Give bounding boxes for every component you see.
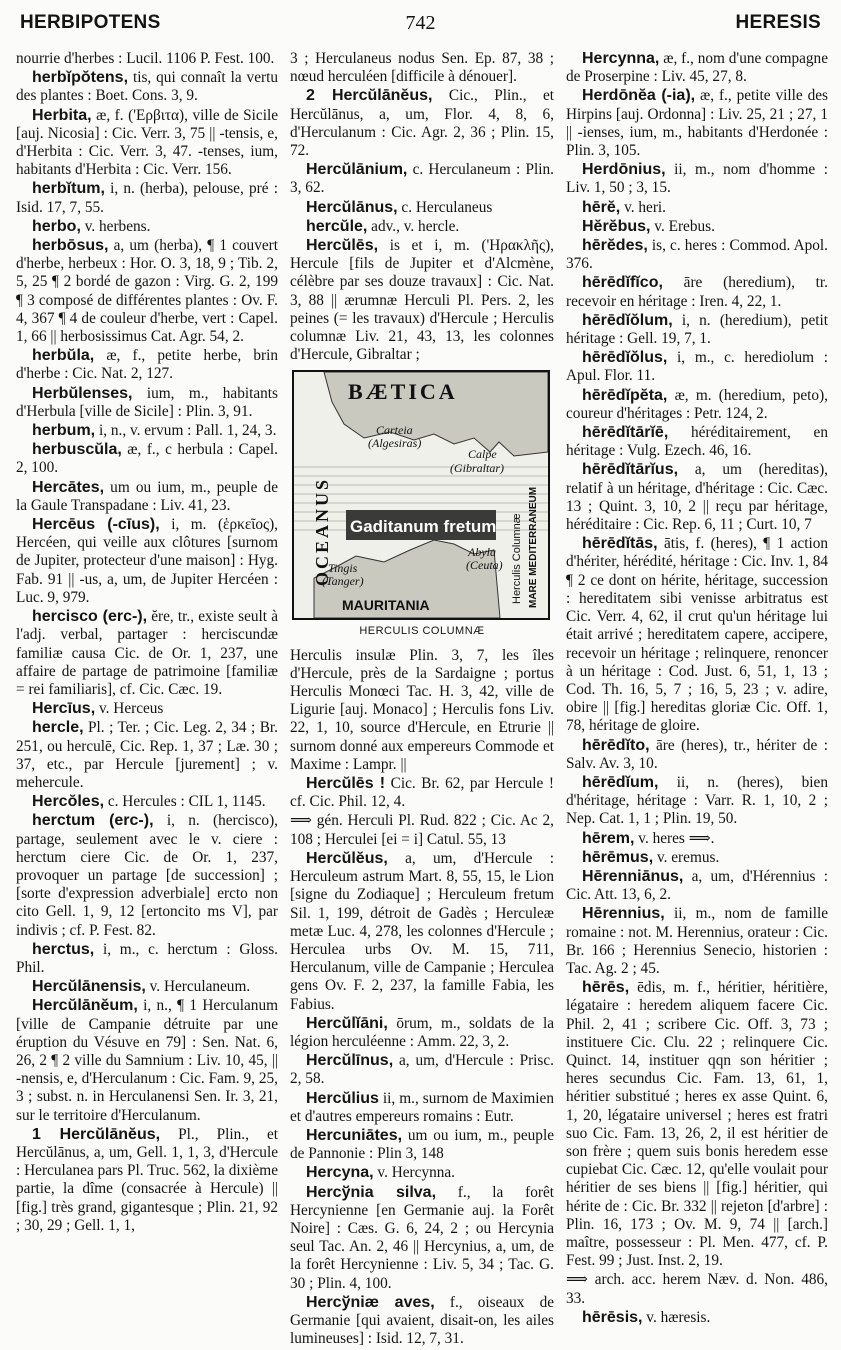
entry-text: æ, f., petite herbe, brin d'herbe : Cic. Nat. 2, 127. [16, 347, 278, 383]
headword: Hercyna, [306, 1164, 374, 1182]
entry-text: i, m. (ἑρκεῖος), Hercéen, qui veille aux clôtures [surnom de Jupiter, protecteur d'une maison] : Hyg. Fab. 91 || -us, a, um, de Jupiter Hercéen : Luc. 9, 979. [16, 516, 278, 606]
headword: Hĕrĕbus, [582, 217, 651, 235]
entry-text: a, um, d'Hercule : Herculeum astrum Mart. 8, 55, 15, le Lion [signe du Zodiaque] ; Herculeum fretum Sil. 1, 199, détroit de Gadès ; Herculeæ metæ Luc. 4, 278, les colonnes d'Hercule ; Herculea urbs Ov. M. 15, 711, Herculanum, ville de Campanie ; Herculea gens Ov. F. 2, 237, la famille Fabia, les Fabius. [290, 849, 554, 1013]
headword: hērem, [582, 829, 635, 847]
dictionary-entry [566, 161, 828, 197]
headword: hērēdĭtārĭē, [582, 424, 669, 442]
entry-text: v. Hercynna. [373, 1164, 456, 1182]
label-tanger: (Tanger) [322, 574, 364, 589]
dictionary-entry [290, 1090, 554, 1126]
entry-text: a, um, d'Hercule : Prisc. 2, 58. [290, 1052, 554, 1088]
headword: herbum, [32, 422, 96, 440]
headword: hērĕ, [582, 198, 621, 216]
dictionary-entry [290, 647, 554, 774]
headword: Hercŭlĭāni, [306, 1014, 388, 1032]
page-header [20, 6, 821, 40]
dictionary-entry [16, 1126, 278, 1235]
headword: Hērenniānus, [582, 867, 684, 885]
dictionary-entry [16, 69, 278, 105]
dictionary-entry [290, 1294, 554, 1346]
map-caption: HERCULIS COLUMNÆ [359, 625, 485, 638]
headword: hercle, [32, 719, 84, 737]
headword: Hercynna, [582, 50, 660, 67]
headword: hercisco (erc-), [32, 608, 148, 626]
entry-text: v. eremus. [653, 848, 720, 866]
label-gibraltar: (Gibraltar) [450, 461, 504, 476]
entry-text: f., oiseaux de Germanie [qui avaient, disait-on, les ailes lumineuses] : Isid. 12, 7, 31. [290, 1293, 554, 1346]
headword: Hercŭlēs ! [306, 775, 386, 793]
entry-text: æ, f., petite ville des Hirpins [auj. Ordonna] : Liv. 25, 21 ; 27, 1 || -ienses, ium, m., habitants d'Herdonée : Plin. 3, 105. [566, 87, 828, 160]
headword: Hercŭlēs, [306, 237, 379, 255]
entry-text: æ, f., c herbula : Capel. 2, 100. [16, 441, 278, 477]
entry-text: Pl., Plin., et Hercŭlānus, a, um, Gell. 1, 1, 3, d'Hercule : Herculanea pars Pl. Truc. 562, la dixième partie, la dîme (consacrée à Hercule) || [fig.] très grand, gigantesque ; Plin. 21, 92 ; 30, 29 ; Gell. 1, 1, [16, 1125, 278, 1234]
dictionary-entry [566, 737, 828, 773]
dictionary-entry [290, 1164, 554, 1182]
entry-text: i, n., v. ervum : Pall. 1, 24, 3. [95, 422, 277, 440]
headword: hērēdĭum, [582, 773, 659, 791]
entry-text: ⟹ arch. acc. herem Næv. d. Non. 486, 33. [566, 1271, 828, 1307]
entry-text: a, um (herba), ¶ 1 couvert d'herbe, herbeux : Hor. O. 3, 18, 9 ; Tib. 2, 5, 25 ¶ 2 bordé de gazon : Virg. G. 2, 199 ¶ 3 composé de différentes plantes : Ov. F. 4, 367 ¶ 4 de couleur d'herbe, vert : Capel. 1, 66 || herbosissimus Cat. Agr. 54, 2. [16, 237, 278, 346]
headword: herbuscŭla, [32, 441, 122, 459]
entry-text: um ou ium, m., peuple de la Gaule Transpadane : Liv. 41, 23. [16, 478, 278, 514]
label-abyla: Abyla [468, 545, 496, 560]
headword: hērēdĭtārĭus, [582, 461, 679, 479]
map-illustration [294, 372, 548, 618]
headword: hērēdĭŏlum, [582, 311, 673, 329]
entry-text: ⟹ gén. Herculi Pl. Rud. 822 ; Cic. Ac 2, 108 ; Herculei [ei = i] Catul. 55, 13 [290, 812, 554, 848]
headword: Hercŭlānensis, [32, 978, 146, 996]
headword: Hērennius, [582, 905, 665, 923]
dictionary-entry [566, 87, 828, 160]
entry-text: c. Herculaneum : Plin. 3, 62. [290, 161, 554, 197]
dictionary-entry [290, 87, 554, 160]
dictionary-entry [16, 422, 278, 440]
headword: Hercŭlānĕum, [32, 997, 138, 1015]
entry-text: āre (heredium), tr. recevoir en héritage : Iren. 4, 22, 1. [566, 274, 828, 310]
dictionary-entry [290, 218, 554, 236]
entry-text: v. Herculaneum. [145, 978, 251, 996]
entry-text: æ, f., nom d'une compagne de Proserpine : Liv. 45, 27, 8. [566, 50, 828, 86]
entry-text: héréditairement, en héritage : Vulg. Ezech. 46, 16. [566, 424, 828, 460]
entry-text: v. heri. [620, 198, 666, 216]
headword: Hercŭlānus, [306, 198, 398, 216]
dictionary-entry [290, 237, 554, 364]
headword: hērēs, [582, 979, 630, 997]
dictionary-entry [566, 349, 828, 385]
headword: hērēsis, [582, 1308, 643, 1326]
entry-text: āre (heres), tr., hériter de : Salv. Av. 3, 10. [566, 736, 828, 772]
entry-text: ii, m., nom de famille romaine : not. M. Herennius, orateur : Cic. Br. 166 ; Herennius Senecio, historien : Tac. Ag. 2 ; 45. [566, 905, 828, 977]
dictionary-entry [16, 218, 278, 236]
headword: Hercŏles, [32, 793, 105, 811]
dictionary-entry [16, 516, 278, 607]
label-mare-mediterraneum: MARE MEDITERRANEUM [528, 487, 539, 609]
label-oceanus: OCEANUS [312, 477, 332, 587]
dictionary-entry [566, 424, 828, 460]
headword: Hercuniātes, [306, 1126, 403, 1144]
entry-text: Cic. Br. 62, par Hercule ! cf. Cic. Phil. 12, 4. [290, 775, 554, 811]
dictionary-entry [566, 905, 828, 978]
dictionary-entry [290, 812, 554, 848]
dictionary-entry [16, 700, 278, 718]
headword: herbĭtum, [32, 180, 105, 198]
page-number: 742 [405, 11, 436, 34]
headword: Herdōnius, [582, 161, 666, 179]
entry-text: ii, m., nom d'homme : Liv. 1, 50 ; 3, 15. [566, 161, 828, 197]
headword: herbo, [32, 217, 81, 235]
entry-text: Herculis insulæ Plin. 3, 7, les îles d'Hercule, près de la Sardaigne ; portus Herculis Monœci Tac. H. 3, 42, ville de Ligurie [auj. Monaco] ; Herculis fons Liv. 22, 1, 10, source d'Hercule, en Etrurie || surnom donné aux empereurs Commode et Maxime : Lampr. || [290, 646, 554, 773]
dictionary-entry [16, 347, 278, 383]
dictionary-entry [566, 199, 828, 217]
dictionary-entry [566, 461, 828, 534]
entry-text: ātis, f. (heres), ¶ 1 action d'hériter, hérédité, héritage : Cic. Inv. 1, 84 ¶ 2 ce dont on hérite, héritage, succession : hereditatem sibi venisse arbitratus est Cic. Verr. 4, 62, il crut qu'un héritage lui était arrivé ; hereditatem capere, accipere, recevoir un héritage ; relinquere, renoncer à un héritage : Cod. Just. 6, 51, 1, 13 ; Cod. Th. 16, 5, 7 ; 16, 5, 23 ; v. adire, obire || [fig.] hereditas gloriæ Cic. Off. 1, 78, héritage de gloire. [566, 535, 828, 735]
dictionary-entry [566, 1309, 828, 1327]
dictionary-entry [566, 868, 828, 904]
entry-text: v. herbens. [80, 217, 151, 235]
label-ceuta: (Ceuta) [466, 558, 503, 573]
column-2 [290, 50, 554, 1346]
headword: Hercўniæ aves, [306, 1293, 435, 1311]
dictionary-entry [16, 237, 278, 346]
dictionary-entry [16, 385, 278, 421]
label-mauritania: MAURITANIA [342, 597, 430, 614]
entry-text: v. hæresis. [642, 1308, 711, 1326]
label-calpe: Calpe [468, 447, 497, 462]
dictionary-entry [16, 50, 278, 68]
headword: Hercŭlīnus, [306, 1052, 394, 1070]
dictionary-entry [16, 978, 278, 996]
headword: herbĭpŏtens, [32, 69, 129, 87]
entry-text: um ou ium, m., peuple de Pannonie : Plin 3, 148 [290, 1126, 554, 1163]
dictionary-entry [290, 1052, 554, 1088]
dictionary-entry [566, 979, 828, 1270]
headword: hērēmus, [582, 848, 654, 866]
headword: herbōsus, [32, 237, 109, 255]
headword: hērēdĭpĕta, [582, 386, 668, 404]
headword: Herbita, [32, 106, 92, 124]
entry-text: is, c. heres : Commod. Apol. 376. [566, 237, 828, 273]
headword: hercŭle, [306, 217, 368, 235]
entry-text: v. Erebus. [650, 217, 715, 235]
dictionary-entry [290, 1015, 554, 1051]
dictionary-entry [566, 218, 828, 236]
dictionary-entry [16, 941, 278, 977]
dictionary-entry [566, 830, 828, 848]
headword: Hercўnia silva, [306, 1183, 437, 1201]
headword: Hercŭlĕus, [306, 849, 388, 867]
dictionary-entry [566, 535, 828, 735]
entry-text: ium, m., habitants d'Herbula [ville de Sicile] : Plin. 3, 91. [16, 384, 278, 420]
entry-text: 3 ; Herculaneus nodus Sen. Ep. 87, 38 ; nœud herculéen [difficile à dénouer]. [290, 50, 554, 86]
dictionary-entry [566, 50, 828, 86]
entry-text: æ, f. ('Ερβιτα), ville de Sicile [auj. Nicosia] : Cic. Verr. 3, 75 || -tensis, e, d'Herbita : Cic. Verr. 3, 47. -tenses, ium, habitants d'Herbita : Cic. Verr. 156. [16, 106, 278, 179]
entry-text: i, n., ¶ 1 Herculanum [ville de Campanie détruite par une éruption du Vésuve en 79] : Sen. Nat. 6, 26, 2 ¶ 2 ville du Samnium : Liv. 10, 45, || -nensis, e, d'Herculanum : Cic. Fam. 9, 25, 3 ; subst. n. in Herculanensi Sen. Ir. 3, 21, sur le territoire d'Herculanum. [16, 997, 278, 1124]
label-carteia: Carteia [376, 423, 413, 438]
entry-text: tis, qui connaît la vertu des plantes : Boet. Cons. 3, 9. [16, 69, 278, 105]
entry-text: i, n. (herba), pelouse, pré : Isid. 17, 7, 55. [16, 180, 278, 216]
column-1 [16, 50, 278, 1346]
column-3 [566, 50, 828, 1346]
headword: Hercīus, [32, 700, 96, 718]
headword: hērĕdes, [582, 237, 648, 255]
dictionary-entry [16, 793, 278, 811]
entry-text: v. Herceus [95, 700, 164, 718]
entry-text: v. heres ⟹. [634, 829, 715, 847]
dictionary-entry [290, 199, 554, 217]
headword: hērēdĭfĭco, [582, 274, 663, 292]
dictionary-entry [566, 237, 828, 273]
headword: hērēdĭŏlus, [582, 349, 668, 367]
entry-text: f., la forêt Hercynienne [en Germanie auj. la Forêt Noire] : Cæs. G. 6, 24, 2 ; ou Hercynia seul Tac. An. 2, 46 || Hercynius, a, um, de la forêt Hercynienne : Liv. 5, 34 ; Tac. G. 30 ; Plin. 4, 100. [290, 1183, 554, 1292]
headword: Hercŭlānium, [306, 161, 408, 179]
dictionary-entry [16, 997, 278, 1124]
entry-text: ĕre, tr., existe seult à l'adj. verbal, partager : herciscundæ familiæ causa Cic. de Or. 1, 237, une affaire de partage de patrimoine [familiæ = rei familiaris], cf. Cic. Cæc. 19. [16, 608, 278, 698]
entry-text: ii, m., surnom de Maximien et d'autres empereurs romains : Eutr. [290, 1089, 554, 1125]
headword: hērēdĭto, [582, 736, 650, 754]
entry-text: i, n. (heredium), petit héritage : Gell. 19, 7, 1. [566, 311, 828, 348]
headword: 1 Hercŭlānĕus, [32, 1125, 161, 1143]
dictionary-entry [566, 387, 828, 423]
dictionary-entry [566, 312, 828, 348]
map-herculis-columnae [292, 370, 550, 620]
entry-text: ii, n. (heres), bien d'héritage, héritage : Varr. R. 1, 10, 2 ; Nep. Cat. 1, 1 ; Plin. 19, 50. [566, 773, 828, 828]
headword: Herdōnĕa (-ia), [582, 87, 696, 105]
dictionary-entry [290, 50, 554, 86]
headword: Herbŭlenses, [32, 384, 133, 402]
dictionary-entry [290, 775, 554, 811]
dictionary-entry [290, 161, 554, 197]
dictionary-entry [566, 774, 828, 829]
headword: Hercŭlius [306, 1089, 379, 1107]
entry-text: c. Herculaneus [397, 198, 493, 216]
entry-text: æ, m. (heredium, peto), coureur d'héritages : Petr. 124, 2. [566, 386, 828, 422]
entry-text: i, n. (hercisco), partage, seulement avec le v. ciere : herctum ciere Cic. de Or. 1, 237, provoquer un partage [de succession] ; [sorte d'expression adverbiale] ercto non cito Gell. 1, 9, 12 [ertoncito ms V], par indivis ; cf. P. Fest. 82. [16, 812, 278, 939]
entry-text: c. Hercules : CIL 1, 1145. [104, 793, 266, 811]
entry-text: a, um, d'Hérennius : Cic. Att. 13, 6, 2. [566, 867, 828, 904]
left-guide-word: HERBIPOTENS [20, 12, 161, 33]
dictionary-entry [16, 107, 278, 180]
dictionary-entry [566, 1271, 828, 1307]
entry-text: Cic., Plin., et Hercŭlānus, a, um, Flor. 4, 8, 6, d'Herculanum : Cic. Agr. 2, 36 ; Plin. 15, 72. [290, 87, 554, 160]
dictionary-entry [16, 608, 278, 699]
entry-text: ōrum, m., soldats de la légion herculéenne : Amm. 22, 3, 2. [290, 1014, 554, 1050]
dictionary-entry [16, 180, 278, 216]
dictionary-entry [566, 849, 828, 867]
dictionary-entry [16, 441, 278, 477]
dictionary-entry [16, 479, 278, 515]
headword: 2 Hercŭlānĕus, [306, 87, 433, 105]
headword: herctus, [32, 940, 95, 958]
entry-text: i, m., c. herctum : Gloss. Phil. [16, 940, 278, 976]
entry-text: Pl. ; Ter. ; Cic. Leg. 2, 34 ; Br. 251, ou herculē, Cic. Rep. 1, 37 ; Læ. 30 ; 37, etc., par Hercule [jurement] ; v. mehercule. [16, 719, 278, 791]
label-baetica: BÆTICA [348, 379, 458, 405]
label-gaditanum-fretum: Gaditanum fretum [350, 517, 497, 537]
right-guide-word: HERESIS [735, 12, 821, 33]
headword: herctum (erc-), [32, 812, 154, 830]
dictionary-entry [290, 1127, 554, 1163]
dictionary-entry [16, 812, 278, 939]
entry-text: nourrie d'herbes : Lucil. 1106 P. Fest. 100. [16, 50, 275, 67]
entry-text: a, um (hereditas), relatif à un héritage, d'héritage : Cic. Cæc. 13 ; Quint. 3, 10, 2 || reçu par héritage, héréditaire : Cic. Rep. 6, 11 ; Curt. 10, 7 [566, 461, 828, 534]
entry-text: adv., v. hercle. [367, 217, 460, 235]
headword: hērēdĭtās, [582, 535, 658, 553]
headword: Hercēus (-cīus), [32, 516, 160, 534]
label-tingis: Tingis [328, 561, 358, 576]
entry-text: i, m., c. herediolum : Apul. Flor. 11. [566, 349, 828, 385]
entry-text: is et i, m. ('Ηρακλῆς), Hercule [fils de Jupiter et d'Alcmène, célèbre par ses douze travaux] : Cic. Nat. 3, 88 || ærumnæ Herculi Pl. Pers. 2, les peines (= les travaux) d'Hercule ; Herculis columnæ Liv. 21, 43, 13, les colonnes d'Hercule, Gibraltar ; [290, 237, 554, 364]
dictionary-entry [566, 274, 828, 310]
label-algesiras: (Algesiras) [368, 436, 422, 451]
headword: herbŭla, [32, 347, 95, 365]
dictionary-entry [290, 1184, 554, 1293]
label-herculis-columnae: Herculis Columnæ [511, 513, 523, 605]
entry-text: ēdis, m. f., héritier, héritière, légataire : heredem aliquem facere Cic. Phil. 2, 41 ; scribere Cic. Off. 3, 73 ; instituere Cic. Clu. 22 ; relinquere Cic. Quinct. 14, instituer qqn son héritier ; heres secundus Cic. Fam. 13, 61, 1, héritier substitué ; heres ex asse Quint. 6, 1, 20, légataire universel ; heres est fratri suo Cic. Fam. 13, 26, 2, il est héritier de son frère ; quem suis bonis heredem esse cupiebat Cic. Cæc. 12, qu'elle voulait pour héritier de ses biens || [fig.] héritier, qui hérite de : Cic. Br. 332 || rejeton [d'arbre] : Plin. 16, 173 ; Ov. M. 9, 74 || [arch.] maître, possesseur : Pl. Men. 477, cf. P. Fest. 99 ; Just. Inst. 2, 19. [566, 979, 828, 1270]
dictionary-entry [290, 850, 554, 1014]
dictionary-entry [16, 719, 278, 792]
headword: Hercātes, [32, 478, 105, 496]
